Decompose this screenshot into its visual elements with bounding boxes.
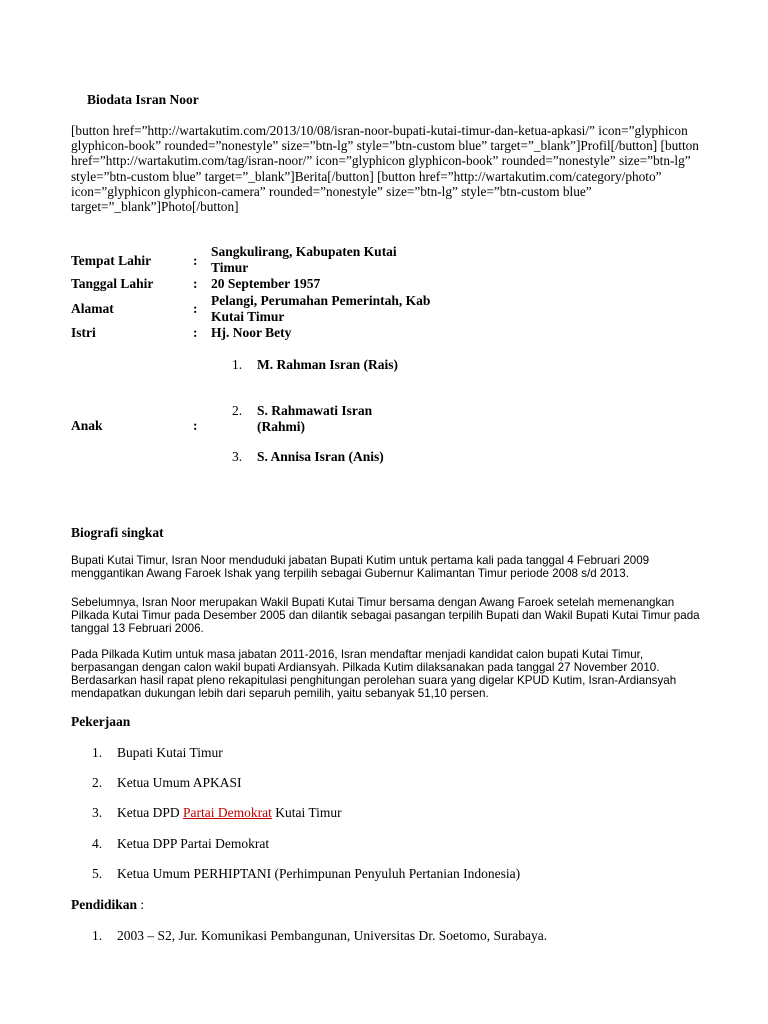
biografi-paragraph: Pada Pilkada Kutim untuk masa jabatan 2011-2016, Isran mendaftar menjadi kandidat calon bupati Kutai Timur, berpasangan dengan calon wakil bupati Ardiansyah. Pilkada Kutim dilaksanakan pada tanggal 27 November 2010. Berdasarkan hasil rapat pleno rekapitulasi penghitungan perolehan suara yang digelar KPUD Kutim, Isran-Ardiansyah mendapatkan dukungan lebih dari separuh pemilih, yaitu sebanyak 51,10 persen.: [71, 648, 677, 700]
bio-value: Pelangi, Perumahan Pemerintah, Kab Kutai Timur: [211, 293, 431, 324]
list-number: 4.: [92, 836, 103, 851]
bio-label: Tempat Lahir: [71, 253, 152, 268]
biografi-paragraph: Bupati Kutai Timur, Isran Noor menduduki jabatan Bupati Kutim untuk pertama kali pada tanggal 4 Februari 2009 menggantikan Awang Faroek Ishak yang terpilih sebagai Gubernur Kalimantan Timur periode 2008 s/d 2013.: [71, 554, 650, 580]
bio-label: Anak: [71, 418, 103, 433]
bio-label: Tanggal Lahir: [71, 276, 154, 291]
bio-label: Istri: [71, 325, 96, 340]
list-text: Ketua Umum APKASI: [117, 775, 242, 790]
list-text-prefix: Ketua DPD: [117, 805, 183, 820]
list-text-suffix: Kutai Timur: [271, 805, 342, 820]
bio-colon: :: [193, 325, 198, 340]
pendidikan-heading-label: Pendidikan: [71, 897, 138, 912]
list-text: 2003 – S2, Jur. Komunikasi Pembangunan, Universitas Dr. Soetomo, Surabaya.: [117, 928, 548, 943]
list-number: 2.: [92, 775, 103, 790]
pendidikan-heading-suffix: :: [137, 897, 145, 912]
child-name: S. Annisa Isran (Anis): [257, 449, 384, 464]
bio-colon: :: [193, 276, 198, 291]
bio-label: Alamat: [71, 301, 114, 316]
list-number: 5.: [92, 866, 103, 881]
child-name: S. Rahmawati Isran (Rahmi): [257, 403, 373, 434]
bio-value: Sangkulirang, Kabupaten Kutai Timur: [211, 244, 397, 275]
pekerjaan-heading: Pekerjaan: [71, 714, 131, 729]
list-number: 3.: [92, 805, 103, 820]
bio-colon: :: [193, 418, 198, 433]
list-number: 1.: [232, 357, 243, 372]
list-text: [117, 805, 342, 821]
document-title: Biodata Isran Noor: [87, 92, 199, 107]
child-name: M. Rahman Isran (Rais): [257, 357, 399, 372]
list-text: Ketua Umum PERHIPTANI (Perhimpunan Penyuluh Pertanian Indonesia): [117, 866, 521, 881]
list-text: Bupati Kutai Timur: [117, 745, 223, 760]
list-text: Ketua DPP Partai Demokrat: [117, 836, 270, 851]
biografi-paragraph: Sebelumnya, Isran Noor merupakan Wakil Bupati Kutai Timur bersama dengan Awang Faroek setelah memenangkan Pilkada Kutai Timur pada Desember 2005 dan dilantik sebagai pasangan terpilih Bupati dan Wakil Bupati Kutai Timur pada tanggal 13 Februari 2006.: [71, 596, 700, 635]
partai-demokrat-link[interactable]: Partai Demokrat: [183, 805, 272, 820]
list-number: 3.: [232, 449, 243, 464]
shortcode-text: [button href=”http://wartakutim.com/2013/10/08/isran-noor-bupati-kutai-timur-dan-ketua-apkasi/” icon=”glyphicon glyphicon-book” rounded=”nonestyle” size=”btn-lg” style=”btn-custom blue” target=”_blank”]Profil[/button] [button href=”http://wartakutim.com/tag/isran-noor/” icon=”glyphicon glyphicon-book” rounded=”nonestyle” size=”btn-lg” style=”btn-custom blue” target=”_blank”]Berita[/button] [button href=”http://wartakutim.com/category/photo” icon=”glyphicon glyphicon-camera” rounded=”nonestyle” size=”btn-lg” style=”btn-custom blue” target=”_blank”]Photo[/button]: [71, 123, 699, 215]
bio-value: 20 September 1957: [211, 276, 321, 291]
bio-colon: :: [193, 301, 198, 316]
bio-value: Hj. Noor Bety: [211, 325, 292, 340]
list-number: 1.: [92, 928, 103, 943]
biografi-heading: Biografi singkat: [71, 525, 164, 540]
bio-colon: :: [193, 253, 198, 268]
pendidikan-heading: [71, 897, 144, 913]
list-number: 1.: [92, 745, 103, 760]
list-number: 2.: [232, 403, 243, 418]
